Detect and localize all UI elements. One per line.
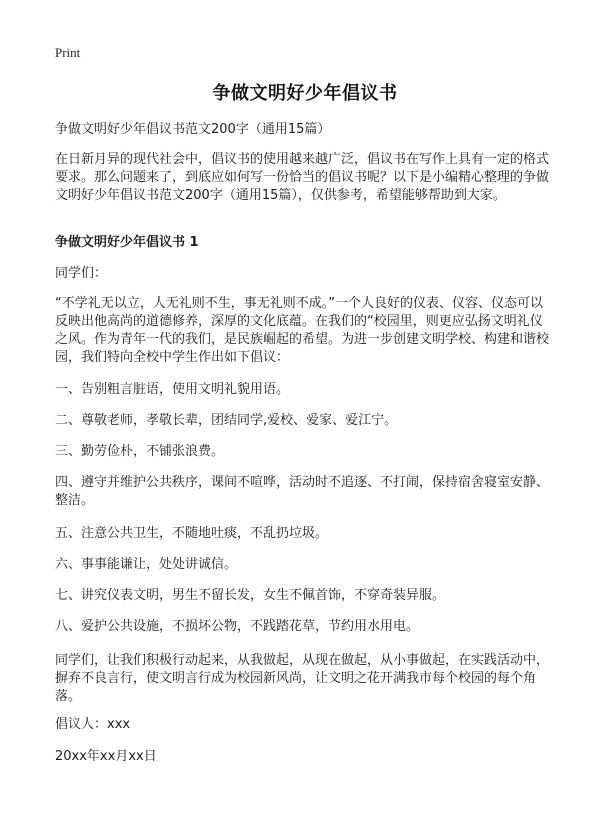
list-item: 八、爱护公共设施，不损坏公物，不践踏花草，节约用水用电。 xyxy=(55,619,420,634)
document-subtitle: 争做文明好少年倡议书范文200字（通用15篇） xyxy=(55,122,331,137)
greeting: 同学们： xyxy=(55,266,108,281)
list-item: 二、尊敬老师，孝敬长辈，团结同学,爱校、爱家、爱江宁。 xyxy=(55,413,398,428)
closing-paragraph: 同学们，让我们积极行动起来，从我做起，从现在做起，从小事做起，在实践活动中，摒弃不良言行，使文明言行成为校园新风尚，让文明之花开满我市每个校园的每个角落。 xyxy=(55,653,550,704)
list-item: 一、告别粗言脏语，使用文明礼貌用语。 xyxy=(55,382,290,397)
section-heading: 争做文明好少年倡议书 1 xyxy=(55,235,199,250)
signature: 倡议人：xxx xyxy=(55,717,131,732)
print-label[interactable]: Print xyxy=(55,45,81,60)
document-title: 争做文明好少年倡议书 xyxy=(212,83,398,104)
list-item: 七、讲究仪表文明，男生不留长发，女生不佩首饰，不穿奇装异服。 xyxy=(55,588,446,603)
list-item: 三、勤劳俭朴，不铺张浪费。 xyxy=(55,444,225,459)
paragraph-1: “不学礼无以立，人无礼则不生，事无礼则不成。”一个人良好的仪表、仪容、仪态可以反映出他高尚的道德修养，深厚的文化底蕴。在我们的“校园里，则更应弘扬文明礼仪之风。作为青年一代的我们，是民族崛起的希望。为进一步创建文明学校、构建和谐校园，我们特向全校中学生作出如下倡议： xyxy=(55,296,550,365)
list-item: 四、遵守并维护公共秩序，课间不喧哗，活动时不追逐、不打闹，保持宿舍寝室安静、整洁。 xyxy=(55,475,550,508)
intro-paragraph: 在日新月异的现代社会中，倡议书的使用越来越广泛，倡议书在写作上具有一定的格式要求。那么问题来了，到底应如何写一份恰当的倡议书呢？以下是小编精心整理的争做文明好少年倡议书范文200字（通用15篇），仅供参考，希望能够帮助到大家。 xyxy=(55,152,550,203)
list-item: 五、注意公共卫生，不随地吐痰，不乱扔垃圾。 xyxy=(55,526,329,541)
date: 20xx年xx月xx日 xyxy=(55,749,157,764)
list-item: 六、事事能谦让，处处讲诚信。 xyxy=(55,557,238,572)
